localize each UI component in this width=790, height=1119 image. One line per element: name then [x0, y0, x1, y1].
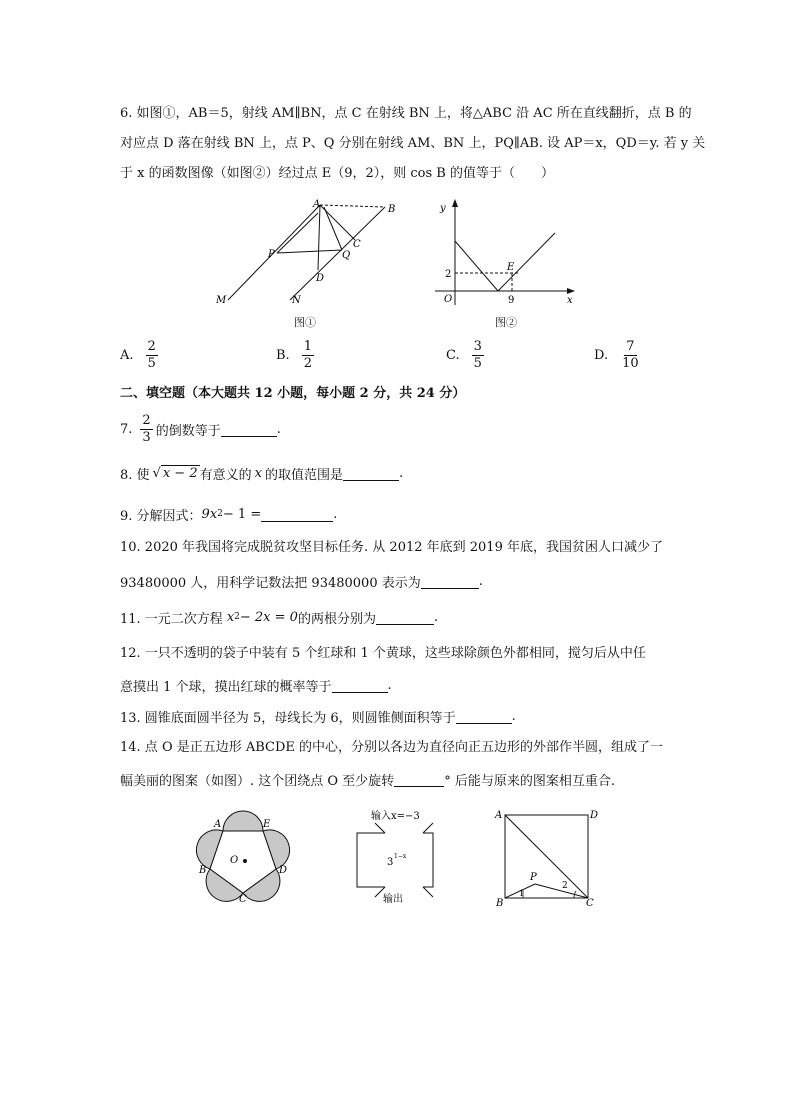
q10-line2: 93480000 人，用科学记数法把 93480000 表示为 .: [120, 573, 483, 591]
flow-expr-base: 3: [387, 857, 394, 868]
q7-answer-blank[interactable]: [221, 422, 277, 437]
pent-label-c: C: [239, 894, 247, 905]
pent-label-o: O: [230, 855, 239, 866]
fig1-label-m: M: [216, 295, 227, 306]
q8-answer-blank[interactable]: [343, 466, 399, 481]
pent-label-b: B: [199, 865, 207, 876]
q14-line1: 14. 点 O 是正五边形 ABCDE 的中心，分别以各边为直径向正五边形的外部作半圆，组成了一: [120, 740, 664, 755]
q9: 9. 分解因式： 9x 2 − 1 = .: [120, 506, 338, 524]
q10-answer-blank[interactable]: [421, 574, 479, 589]
q14-answer-blank[interactable]: [394, 772, 444, 787]
fig1-caption: 图①: [294, 316, 316, 329]
q11-answer-blank[interactable]: [376, 610, 434, 625]
option-a: A. $\frac{2}{5}$: [120, 338, 156, 371]
q9-answer-blank[interactable]: [261, 507, 333, 522]
square-figure: [490, 805, 605, 910]
flow-expr-exp: 1−x: [394, 853, 407, 860]
fig2-label-e: E: [507, 262, 515, 273]
fig1-label-d: D: [316, 273, 325, 284]
flow-output-label: 输出: [383, 894, 403, 905]
fig1-label-n: N: [292, 295, 301, 306]
sq-label-2: 2: [562, 881, 568, 891]
fig2-label-o: O: [444, 294, 453, 305]
sq-label-a: A: [495, 810, 503, 821]
q6-line2: 对应点 D 落在射线 BN 上，点 P、Q 分别在射线 AM、BN 上，PQ∥AB. 设 AP＝x，QD＝y. 若 y 关: [120, 136, 706, 151]
fig2-label-x: x: [567, 295, 573, 306]
flow-figure: [345, 805, 445, 905]
fig2-label-2: 2: [445, 269, 452, 280]
q12-answer-blank[interactable]: [332, 678, 388, 693]
fig1-label-q: Q: [342, 250, 351, 261]
section2-heading: 二、填空题（本大题共 12 小题，每小题 2 分，共 24 分）: [120, 386, 466, 401]
fig1-label-c: C: [353, 239, 361, 250]
q7: 7. $\frac{2}{3}$ 的倒数等于 .: [120, 412, 281, 445]
q14-line2: 幅美丽的图案（如图）. 这个团绕点 O 至少旋转 ° 后能与原来的图案相互重合.: [120, 773, 615, 789]
fig2-caption: 图②: [495, 316, 517, 329]
sq-label-c: C: [586, 898, 594, 909]
option-d: D. $\frac{7}{10}$: [594, 338, 639, 371]
q12-line1: 12. 一只不透明的袋子中装有 5 个红球和 1 个黄球，这些球除颜色外都相同，搅匀后从中任: [120, 646, 646, 661]
pent-label-a: A: [214, 819, 222, 830]
fig2-label-y: y: [440, 203, 446, 214]
q8: 8. 使 √ x − 2 有意义的 x 的取值范围是 .: [120, 465, 404, 483]
q6-line3: 于 x 的函数图像（如图②）经过点 E（9，2），则 cos B 的值等于（ ）: [120, 166, 554, 181]
figure-1: [200, 195, 410, 310]
fig1-label-b: B: [388, 204, 396, 215]
fig2-label-9: 9: [508, 295, 515, 306]
sq-label-b: B: [496, 898, 504, 909]
pentagon-figure: [190, 805, 300, 910]
q11: 11. 一元二次方程 x 2 − 2x = 0 的两根分别为 .: [120, 609, 439, 627]
option-c: C. $\frac{3}{5}$: [446, 338, 482, 371]
flow-input-label: 输入x=−3: [371, 811, 420, 822]
q10-line1: 10. 2020 年我国将完成脱贫攻坚目标任务. 从 2012 年底到 2019 年底，我国贫困人口减少了: [120, 540, 663, 555]
sq-label-d: D: [590, 810, 599, 821]
q12-line2: 意摸出 1 个球，摸出红球的概率等于 .: [120, 677, 392, 695]
fig1-label-p: P: [268, 249, 275, 260]
pent-label-d: D: [279, 865, 288, 876]
option-b: B. $\frac{1}{2}$: [276, 338, 312, 371]
fig1-label-a: A: [313, 199, 321, 210]
q13-answer-blank[interactable]: [456, 709, 512, 724]
figure-2: [430, 195, 580, 310]
q6-line1: 6. 如图①，AB＝5，射线 AM∥BN，点 C 在射线 BN 上，将△ABC 沿 AC 所在直线翻折，点 B 的: [120, 106, 692, 121]
sq-label-p: P: [530, 872, 537, 883]
pent-label-e: E: [263, 819, 271, 830]
q13: 13. 圆锥底面圆半径为 5，母线长为 6，则圆锥侧面积等于 .: [120, 708, 516, 726]
sq-label-1: 1: [519, 889, 525, 898]
